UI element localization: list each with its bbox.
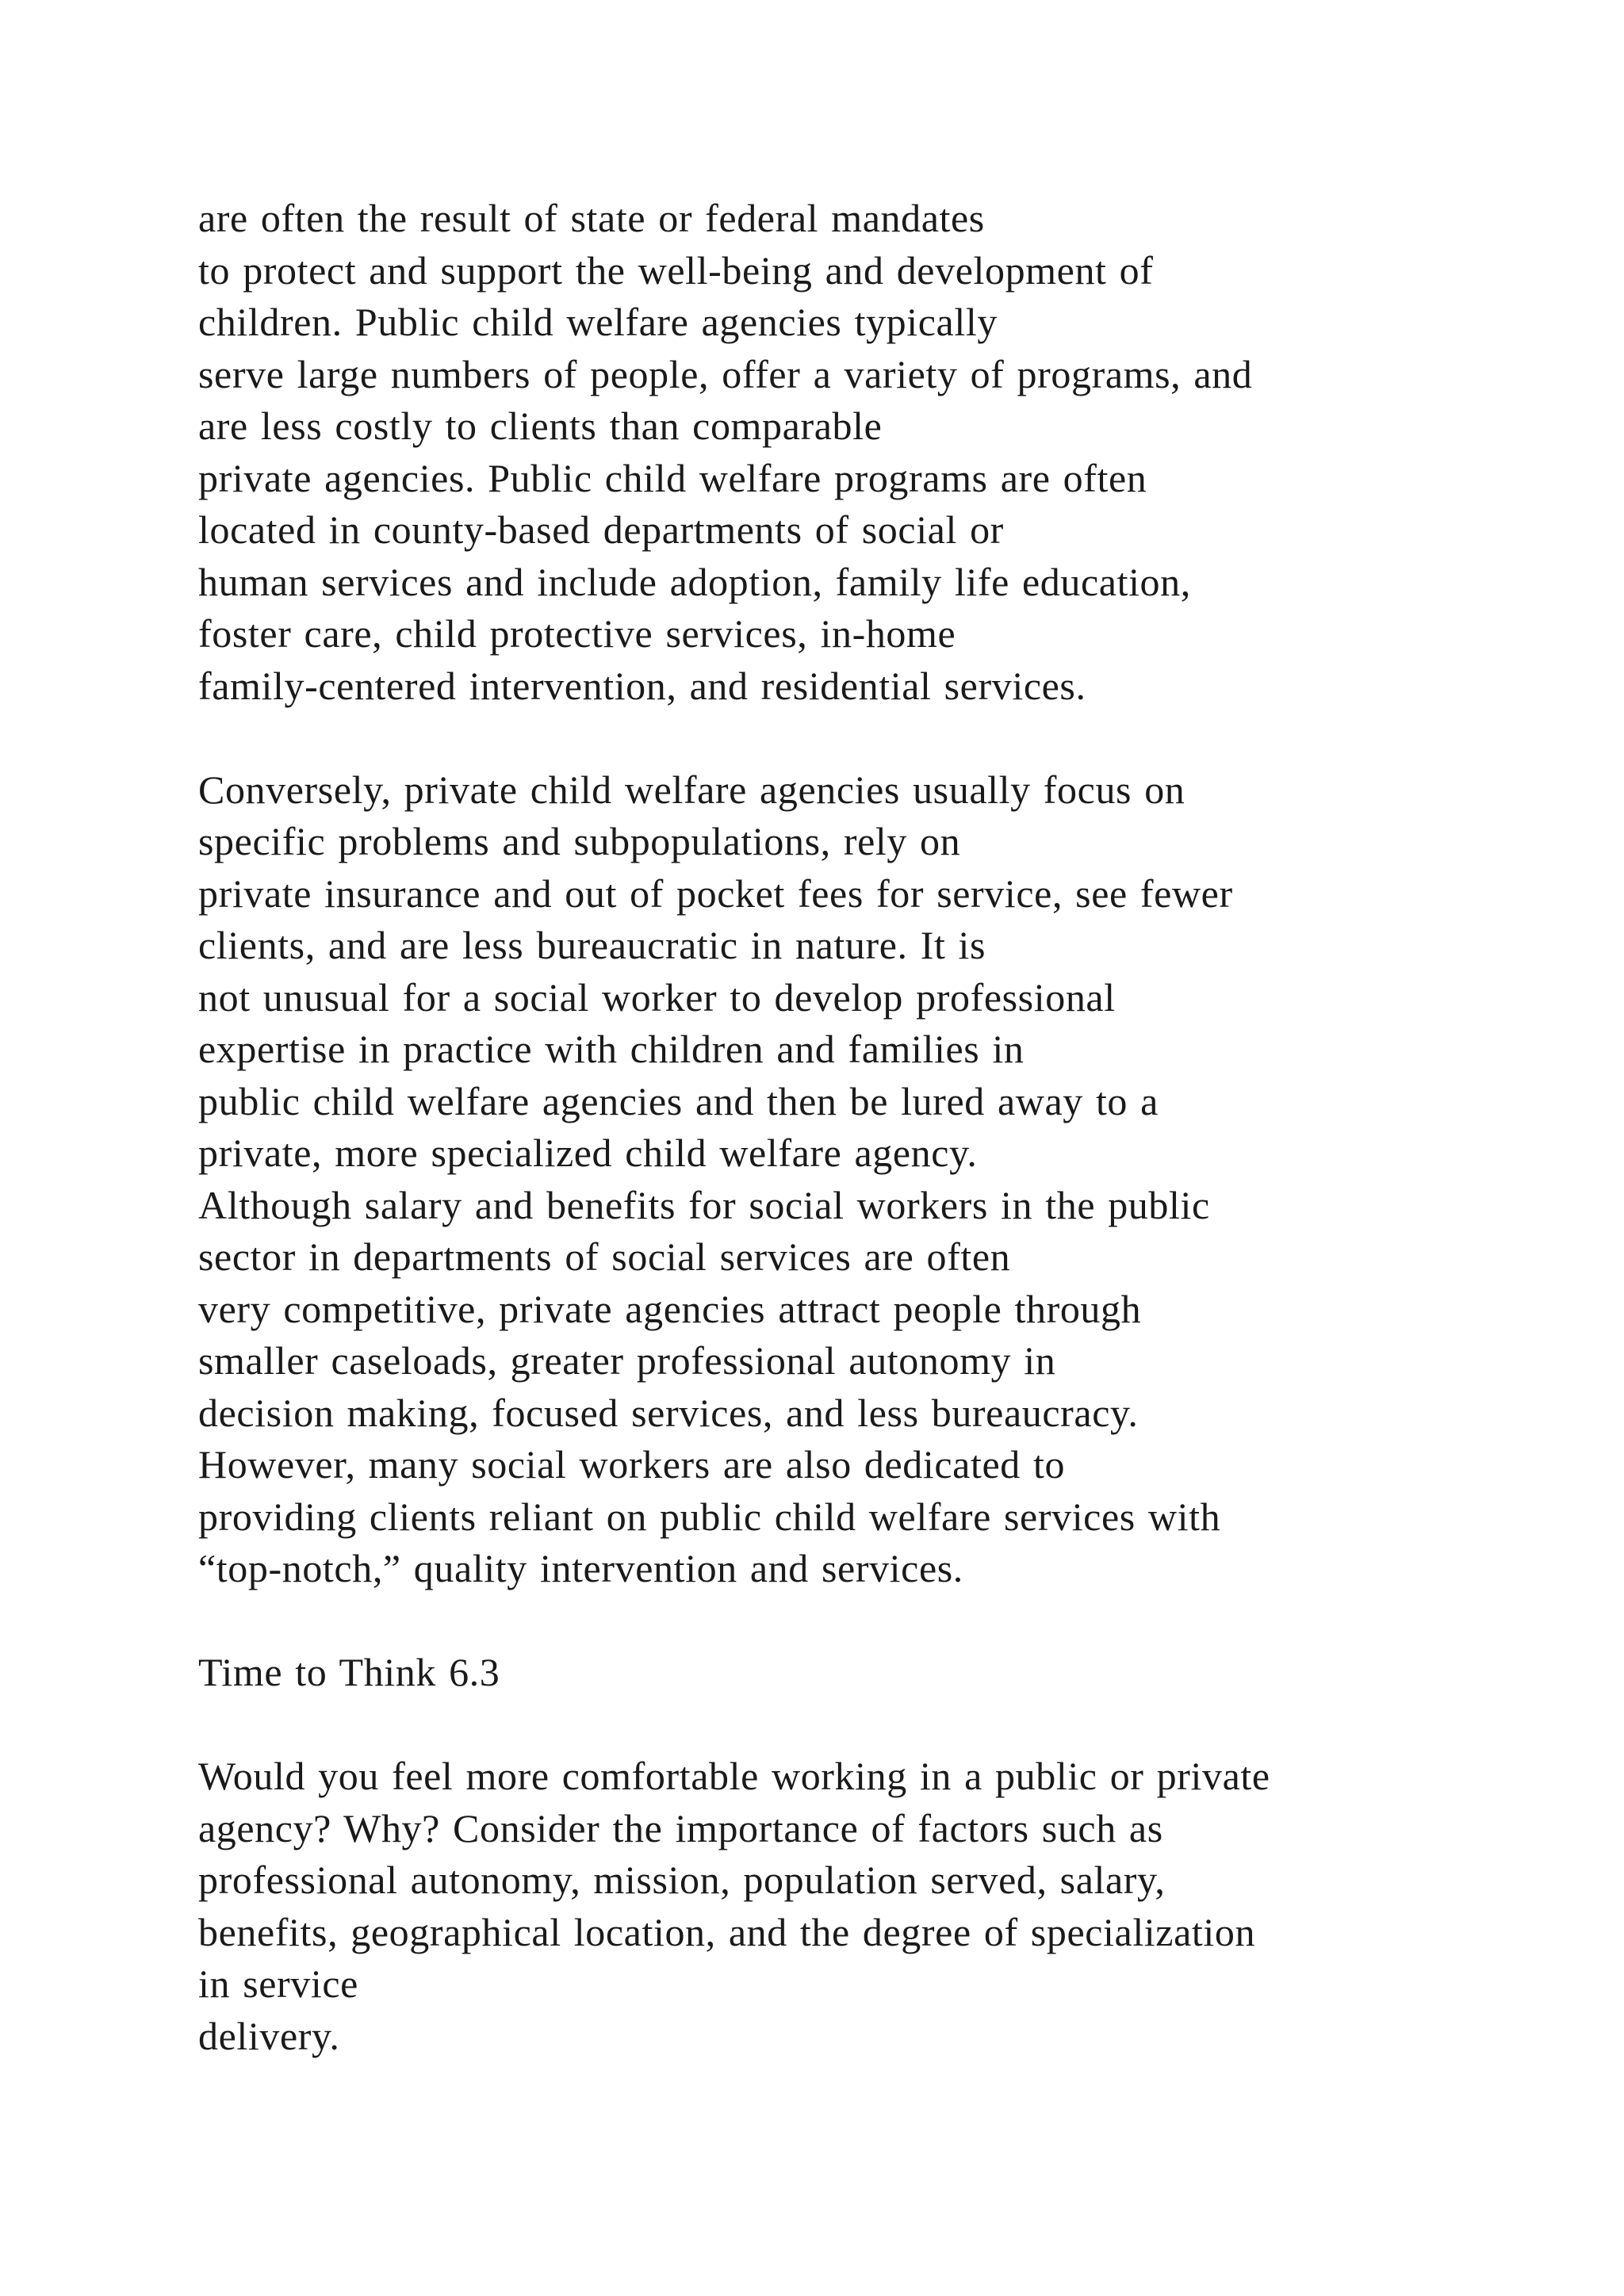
text-line: private, more specialized child welfare agency. (198, 1131, 978, 1175)
text-line: located in county-based departments of social or (198, 507, 1004, 552)
text-line: sector in departments of social services are often (198, 1234, 1011, 1279)
text-line: specific problems and subpopulations, rely on (198, 819, 961, 863)
text-line: are less costly to clients than comparable (198, 404, 883, 448)
paragraph-public-agencies (198, 193, 1594, 712)
text-line: public child welfare agencies and then be lured away to a (198, 1078, 1159, 1123)
text-line: smaller caseloads, greater professional autonomy in (198, 1338, 1056, 1383)
section-heading: Time to Think 6.3 (198, 1650, 500, 1694)
text-line: in service (198, 1961, 358, 2006)
text-line: private agencies. Public child welfare programs are often (198, 455, 1147, 500)
text-line: children. Public child welfare agencies typically (198, 300, 998, 344)
text-line: Although salary and benefits for social workers in the public (198, 1182, 1210, 1227)
text-line: delivery. (198, 2013, 340, 2058)
text-line: expertise in practice with children and families in (198, 1027, 1025, 1071)
paragraph-reflection-question (198, 1751, 1594, 2062)
paragraph-spacer (198, 1595, 1594, 1647)
paragraph-private-agencies (198, 764, 1594, 1595)
document-page (198, 193, 1594, 2062)
text-line: Conversely, private child welfare agencies usually focus on (198, 767, 1185, 812)
text-line: not unusual for a social worker to develop professional (198, 974, 1116, 1020)
text-line: serve large numbers of people, offer a variety of programs, and (198, 351, 1253, 396)
text-line: decision making, focused services, and less bureaucracy. (198, 1390, 1139, 1435)
text-line: foster care, child protective services, in-home (198, 611, 956, 656)
text-line: professional autonomy, mission, population served, salary, (198, 1858, 1166, 1902)
text-line: are often the result of state or federal mandates (198, 196, 985, 240)
paragraph-spacer (198, 1699, 1594, 1751)
text-line: to protect and support the well-being and development of (198, 247, 1154, 293)
text-line: private insurance and out of pocket fees for service, see fewer (198, 871, 1233, 916)
text-line: very competitive, private agencies attract people through (198, 1286, 1142, 1331)
text-line: human services and include adoption, family life education, (198, 559, 1191, 604)
paragraph-spacer (198, 712, 1594, 764)
text-line: However, many social workers are also dedicated to (198, 1442, 1066, 1487)
text-line: agency? Why? Consider the importance of factors such as (198, 1805, 1163, 1850)
text-line: Would you feel more comfortable working in a public or private (198, 1754, 1270, 1798)
text-line: providing clients reliant on public child welfare services with (198, 1494, 1221, 1539)
text-line: clients, and are less bureaucratic in nature. It is (198, 923, 986, 967)
text-line: family-centered intervention, and residential services. (198, 663, 1086, 708)
text-line: “top-notch,” quality intervention and services. (198, 1546, 963, 1590)
text-line: benefits, geographical location, and the degree of specialization (198, 1909, 1256, 1954)
